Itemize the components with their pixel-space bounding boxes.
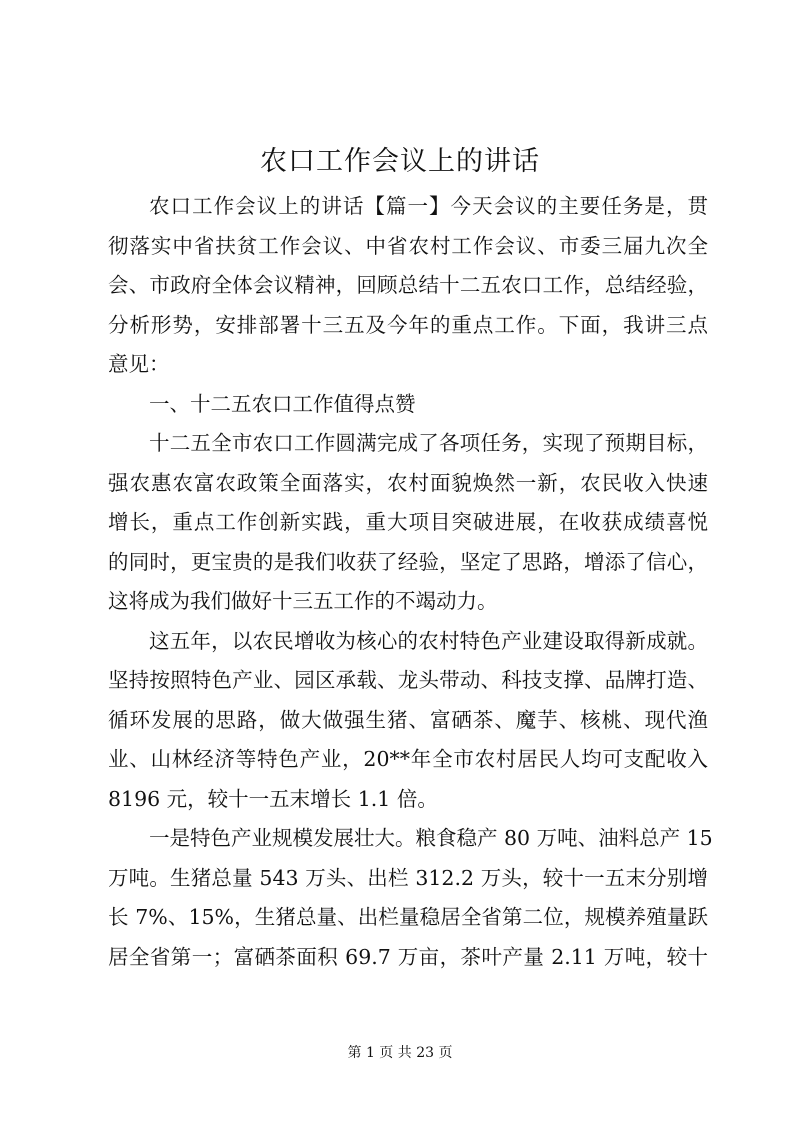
paragraph-line: 居全省第一；富硒茶面积 69.7 万亩，茶叶产量 2.11 万吨，较十 [108, 944, 708, 969]
paragraph-line: 坚持按照特色产业、园区承载、龙头带动、科技支撑、品牌打造、 [108, 668, 708, 692]
document-body [108, 187, 713, 977]
paragraph-line: 业、山林经济等特色产业，20**年全市农村居民人均可支配收入 [108, 747, 708, 771]
paragraph-line: 万吨。生猪总量 543 万头、出栏 312.2 万头，较十一五末分别增 [108, 865, 708, 890]
page-footer: 第 1 页 共 23 页 [347, 1045, 453, 1061]
paragraph-line: 增长，重点工作创新实践，重大项目突破进展，在收获成绩喜悦 [108, 510, 708, 534]
paragraph-line: 循环发展的思路，做大做强生猪、富硒茶、魔芋、核桃、现代渔 [108, 707, 708, 732]
paragraph-line: 8196 元，较十一五末增长 1.1 倍。 [108, 786, 438, 811]
paragraph-line: 农口工作会议上的讲话【篇一】今天会议的主要任务是，贯 [149, 194, 708, 218]
paragraph-line: 长 7%、15%，生猪总量、出栏量稳居全省第二位，规模养殖量跃 [108, 905, 708, 929]
paragraph-line: 一是特色产业规模发展壮大。粮食稳产 80 万吨、油料总产 15 [149, 826, 713, 850]
paragraph-line: 的同时，更宝贵的是我们收获了经验，坚定了思路，增添了信心， [108, 549, 708, 574]
paragraph-line: 强农惠农富农政策全面落实，农村面貌焕然一新，农民收入快速 [108, 470, 708, 495]
paragraph-line: 这将成为我们做好十三五工作的不竭动力。 [108, 589, 498, 613]
section-heading: 一、十二五农口工作值得点赞 [149, 391, 416, 416]
paragraph-line: 这五年，以农民增收为核心的农村特色产业建设取得新成就。 [149, 628, 708, 653]
paragraph-line: 十二五全市农口工作圆满完成了各项任务，实现了预期目标， [149, 431, 708, 455]
document-title: 农口工作会议上的讲话 [260, 146, 540, 177]
paragraph-line: 会、市政府全体会议精神，回顾总结十二五农口工作，总结经验， [108, 273, 708, 297]
paragraph-line: 分析形势，安排部署十三五及今年的重点工作。下面，我讲三点 [108, 312, 708, 337]
paragraph-line: 意见： [108, 352, 170, 376]
paragraph-line: 彻落实中省扶贫工作会议、中省农村工作会议、市委三届九次全 [108, 233, 708, 258]
